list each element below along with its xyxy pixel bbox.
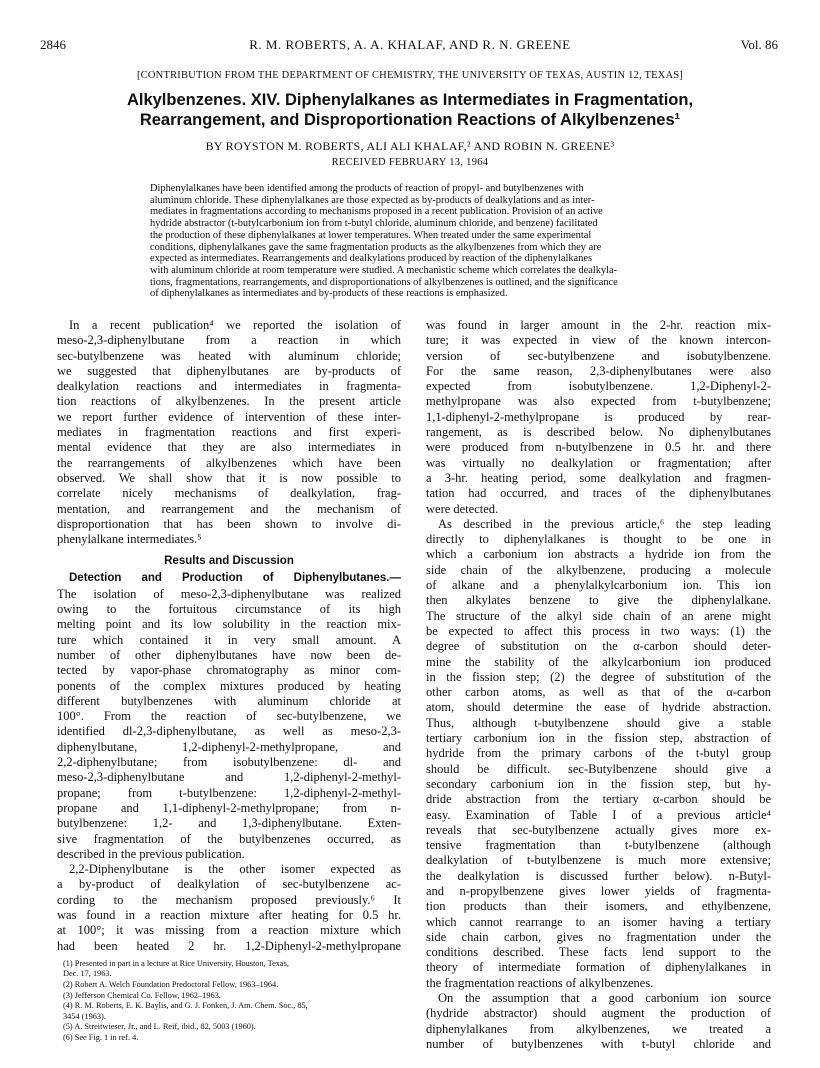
text-line: side chain carbon, gives no fragmentation under the — [426, 929, 771, 944]
text-line: sive fragmentation of the butylbenzenes occurred, as — [57, 831, 401, 846]
text-line: observed. We shall show that it is now possible to — [57, 470, 401, 485]
text-line: meso-2,3-diphenylbutane from a reaction in which — [57, 333, 401, 348]
text-line: different butylbenzenes with aluminum chloride at — [57, 693, 401, 708]
paragraph — [426, 318, 771, 517]
text-line: atom, should determine the ease of hydride abstraction. — [426, 700, 771, 715]
text-line: easy. Examination of Table I of a previous article⁴ — [426, 807, 771, 822]
text-line: butylbenzene: 1,2- and 1,3-diphenylbutane. Exten- — [57, 816, 401, 831]
text-line: diphenylalkanes from alkylbenzenes, we treated a — [426, 1021, 771, 1036]
text-line: 100°. From the reaction of sec-butylbenzene, we — [57, 709, 401, 724]
footnote-line: Dec. 17, 1963. — [63, 969, 112, 979]
text-line: theory of intermediate formation of diphenylalkanes in — [426, 960, 771, 975]
section-heading: Results and Discussion — [164, 555, 294, 568]
text-line: In a recent publication⁴ we reported the isolation of — [69, 318, 401, 332]
text-line: The isolation of meso-2,3-diphenylbutane was realized — [57, 586, 401, 601]
text-line: mental evidence that they are also intermediates in — [57, 440, 401, 455]
text-line: at 100°; it was missing from a reaction mixture which — [57, 923, 401, 938]
text-line: of alkane and a phenylalkylcarbonium ion. This ion — [426, 578, 771, 593]
contribution-line: [CONTRIBUTION FROM THE DEPARTMENT OF CHEMISTRY, THE UNIVERSITY OF TEXAS, AUSTIN 12, TEXAS] — [136, 70, 683, 81]
text-line: mine the stability of the alkylcarbonium ion produced — [426, 654, 771, 669]
volume-number: Vol. 86 — [740, 37, 778, 52]
footnote-line: (1) Presented in part in a lecture at Rice University, Houston, Texas, — [63, 958, 289, 968]
text-line: number of other diphenylbutanes have now been de- — [57, 647, 401, 662]
text-line: rangement, as is described below. No diphenylbutanes — [426, 425, 771, 440]
text-line: sec-butylbenzene was heated with aluminum chloride; — [57, 348, 401, 363]
text-line: were produced from n-butylbenzene in 0.5 hr. and there — [426, 440, 771, 455]
abstract-line: conditions, diphenylalkanes gave the same fragmentation products as the alkylbenzenes from which they are — [150, 241, 602, 253]
abstract-line: tions, fragmentations, rearrangements, and disproportionations of alkylbenzenes is outlined, and the significance — [150, 276, 618, 288]
text-line: in the fission step; (2) the degree of substitution of the — [426, 669, 771, 684]
title-line: Alkylbenzenes. XIV. Diphenylalkanes as Intermediates in Fragmentation, — [126, 91, 694, 109]
abstract-line: of diphenylalkanes as intermediates and by-products of these reactions is emphasized. — [150, 288, 508, 300]
text-line: disproportionation that has been shown to involve di- — [57, 516, 401, 531]
page-number: 2846 — [40, 37, 66, 52]
abstract-line: hydride abstractor (t-butylcarbonium ion from t-butyl chloride, aluminum chloride, and benzene) facilitated — [150, 218, 598, 230]
right-column — [426, 318, 771, 1052]
subheading: Detection and Production of Diphenylbutanes.— — [69, 572, 401, 585]
text-line: reveals that sec-butylbenzene actually gives more ex- — [426, 822, 771, 837]
abstract-line: expected as intermediates. Rearrangements and dealkylations produced by reaction of the diphenylalkanes — [150, 253, 593, 265]
text-line: (hydride abstractor) should augment the production of — [426, 1006, 771, 1021]
text-line: was found in a reaction mixture after heating for 0.5 hr. — [57, 907, 401, 922]
footnote-line: (5) A. Streitwieser, Jr., and L. Reif, ibid., 82, 5003 (1960). — [63, 1022, 256, 1032]
text-line: other carbon atoms, as well as that of the α-carbon — [426, 685, 771, 700]
text-line: propane; from t-butylbenzene: 1,2-diphenyl-2-methyl- — [57, 785, 401, 800]
intro-paragraph — [57, 318, 401, 547]
byline: BY ROYSTON M. ROBERTS, ALI ALI KHALAF,² AND ROBIN N. GREENE³ — [205, 139, 615, 153]
footnote-line: 3454 (1963). — [63, 1011, 106, 1021]
abstract-line: aluminum chloride. These diphenylalkanes are those expected as by-products of dealkylations and as inter- — [150, 194, 595, 206]
text-line: tion reactions of alkylbenzenes. In the present article — [57, 394, 401, 409]
text-line: methylpropane was also expected from t-butylbenzene; — [426, 394, 771, 409]
text-line: and n-propylbenzene gives lower yields of fragmenta- — [426, 883, 771, 898]
text-line: tertiary carbonium ion in the fission step, abstraction of — [426, 731, 771, 746]
text-line: secondary carbonium ion in the fission step, but hy- — [426, 776, 771, 791]
text-line: be expected to affect this process in two ways: (1) the — [426, 623, 771, 638]
received-date: RECEIVED FEBRUARY 13, 1964 — [331, 157, 489, 168]
text-line: the rearrangements of alkylbenzenes which have been — [57, 455, 401, 470]
paragraph — [57, 587, 401, 862]
text-line: hydride from the primary carbons of the t-butyl group — [426, 746, 771, 761]
text-line: we suggested that diphenylbutanes are by-products of — [57, 363, 401, 378]
text-line: ture which contained it in very small amount. A — [57, 632, 401, 647]
abstract-line: Diphenylalkanes have been identified among the products of reaction of propyl- and butylbenzenes with — [150, 183, 584, 194]
text-line: the fragmentation reactions of alkylbenzenes. — [426, 975, 654, 990]
text-line: which cannot rearrange to an isomer having a tertiary — [426, 914, 771, 929]
text-line: tensive fragmentation than t-butylbenzene (although — [426, 838, 771, 853]
text-line: propane and 1,1-diphenyl-2-methylpropane; from n- — [57, 800, 401, 815]
text-line: mediates in fragmentation reactions and first experi- — [57, 425, 401, 440]
text-line: was virtually no dealkylation or fragmentation; after — [426, 455, 771, 470]
text-line: the dealkylation is discussed further below). n-Butyl- — [426, 868, 771, 883]
paragraph — [57, 862, 401, 954]
footnote-line: (4) R. M. Roberts, E. K. Baylis, and G. J. Fonken, J. Am. Chem. Soc., 85, — [63, 1001, 308, 1011]
text-line: 2,2-Diphenylbutane is the other isomer expected as — [69, 862, 401, 877]
text-line: number of butylbenzenes with t-butyl chloride and — [426, 1036, 771, 1051]
text-line: Thus, although t-butylbenzene should give a stable — [426, 715, 771, 730]
text-line: described in the previous publication. — [57, 846, 245, 861]
text-line: owing to the fortuitous circumstance of its high — [57, 602, 401, 617]
text-line: tected by vapor-phase chromatography as minor com- — [57, 663, 401, 678]
text-line: diphenylbutane, 1,2-diphenyl-2-methylpropane, and — [57, 739, 401, 754]
footnote-line: (6) See Fig. 1 in ref. 4. — [63, 1033, 139, 1043]
text-line: 1,1-diphenyl-2-methylpropane is produced by rear- — [426, 409, 771, 424]
text-line: side chain of the alkylbenzene, producing a molecule — [426, 562, 771, 577]
footnote-line: (2) Robert A. Welch Foundation Predoctoral Fellow, 1963–1964. — [63, 980, 279, 990]
text-line: dride abstraction from the tertiary α-carbon should be — [426, 792, 771, 807]
text-line: dealkylation of t-butylbenzene is much more extensive; — [426, 853, 771, 868]
text-line: ponents of the complex mixtures produced by heating — [57, 678, 401, 693]
text-line: should be difficult. sec-Butylbenzene should give a — [426, 761, 771, 776]
text-line: we report further evidence of intervention of these inter- — [57, 409, 401, 424]
text-line: On the assumption that a good carbonium ion source — [438, 991, 771, 1006]
paragraph — [426, 517, 771, 991]
text-line: tation had occurred, and traces of the diphenylbutanes — [426, 486, 771, 501]
footnotes — [57, 959, 401, 1044]
text-line: mentation, and rearrangement and the mechanism of — [57, 501, 401, 516]
text-line: As described in the previous article,⁶ the step leading — [438, 516, 771, 531]
text-line: conditions described. These facts lend support to the — [426, 945, 771, 960]
text-line: had been heated 2 hr. 1,2-Diphenyl-2-methylpropane — [57, 938, 401, 953]
text-line: For the same reason, 2,3-diphenylbutanes were also — [426, 363, 771, 378]
text-line: phenylalkane intermediates.⁵ — [57, 532, 202, 547]
text-line: tion products than their isomers, and ethylbenzene, — [426, 899, 771, 914]
abstract-line: mediates in fragmentations according to mechanisms proposed in a recent publication. Provision of an active — [150, 206, 603, 218]
title-line: Rearrangement, and Disproportionation Reactions of Alkylbenzenes¹ — [139, 111, 681, 129]
footnote-line: (3) Jefferson Chemical Co. Fellow, 1962–1963. — [63, 990, 221, 1000]
text-line: meso-2,3-diphenylbutane and 1,2-diphenyl-2-methyl- — [57, 770, 401, 785]
text-line: identified dl-2,3-diphenylbutane, as well as meso-2,3- — [57, 724, 401, 739]
text-line: melting point and its low solubility in the reaction mix- — [57, 617, 401, 632]
text-line: version of sec-butylbenzene and isobutylbenzene. — [426, 348, 771, 363]
article-title — [60, 90, 760, 130]
abstract-line: the production of these diphenylalkanes at lower temperatures. When treated under the same experimental — [150, 229, 592, 241]
text-line: The structure of the alkyl side chain of an arene might — [426, 608, 771, 623]
text-line: was found in larger amount in the 2-hr. reaction mix- — [426, 318, 771, 332]
text-line: expected from isobutylbenzene. 1,2-Diphenyl-2- — [426, 379, 771, 394]
text-line: directly to diphenylalkanes is thought to be one in — [426, 532, 771, 547]
text-line: 2,2-diphenylbutane; from isobutylbenzene: dl- and — [57, 755, 401, 770]
text-line: correlate nicely mechanisms of dealkylation, frag- — [57, 486, 401, 501]
text-line: cording to the mechanism proposed previously.⁶ It — [57, 892, 401, 907]
text-line: degree of substitution on the α-carbon should deter- — [426, 639, 771, 654]
abstract-line: with aluminum chloride at room temperature were studied. A mechanistic scheme which correlates the dealkyla- — [150, 264, 618, 276]
paragraph — [426, 991, 771, 1052]
left-column — [57, 318, 401, 1044]
running-header-authors: R. M. ROBERTS, A. A. KHALAF, AND R. N. GREENE — [249, 37, 571, 52]
text-line: ture; it was expected in view of the known intercon- — [426, 333, 771, 348]
text-line: were detected. — [426, 501, 499, 516]
abstract — [150, 183, 685, 300]
text-line: dealkylation reactions and intermediates in fragmenta- — [57, 379, 401, 394]
text-line: a by-product of dealkylation of sec-butylbenzene ac- — [57, 877, 401, 892]
text-line: which a carbonium ion abstracts a hydride ion from the — [426, 547, 771, 562]
text-line: a 3-hr. heating period, some dealkylation and fragmen- — [426, 470, 771, 485]
text-line: then alkylates benzene to give the diphenylalkane. — [426, 593, 771, 608]
